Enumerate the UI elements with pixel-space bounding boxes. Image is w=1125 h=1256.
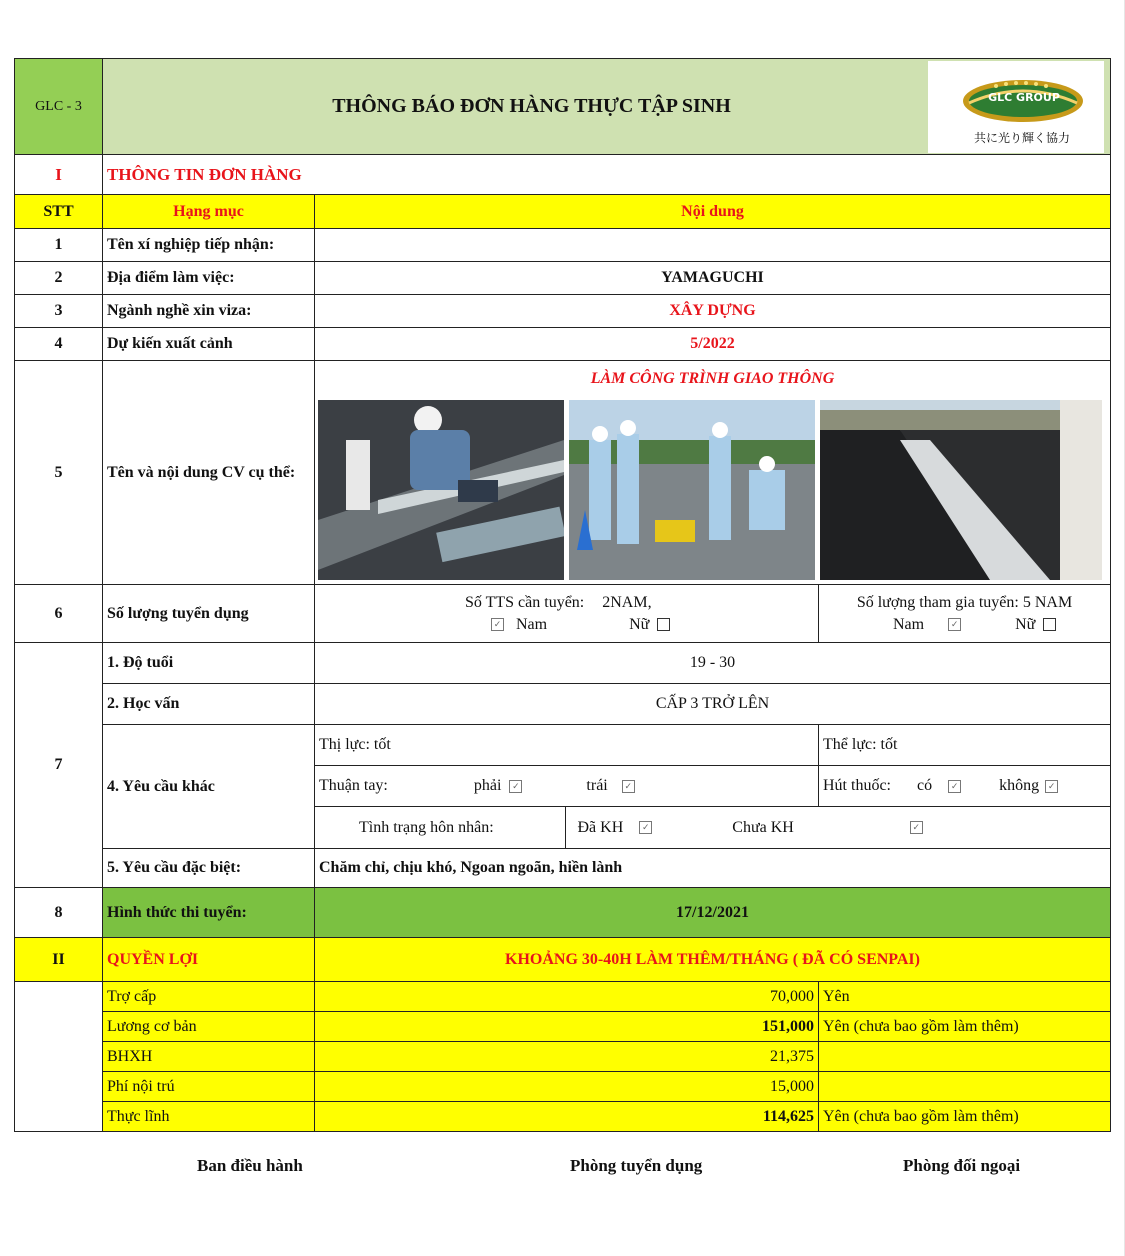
benefit-label: Thực lĩnh — [103, 1102, 315, 1132]
col-item: Hạng mục — [103, 195, 315, 229]
title-cell — [103, 59, 1111, 155]
age-label: 1. Độ tuổi — [103, 643, 315, 684]
edu-label: 2. Học vấn — [103, 684, 315, 725]
glc-logo — [928, 61, 1104, 153]
hand-right-checkbox[interactable]: ✓ — [509, 780, 522, 793]
need-label: Số TTS cần tuyển: — [465, 593, 585, 611]
single-label: Chưa KH — [732, 818, 794, 836]
row7-num: 7 — [15, 643, 103, 888]
single-checkbox[interactable]: ✓ — [910, 821, 923, 834]
smoke-yes-label: có — [917, 777, 933, 794]
benefit-label: Phí nội trú — [103, 1072, 315, 1102]
hand-label: Thuận tay: — [319, 777, 388, 794]
join-female-checkbox[interactable] — [1043, 618, 1056, 631]
section1-number: I — [15, 155, 103, 195]
row3-label: Ngành nghề xin viza: — [103, 295, 315, 328]
female-checkbox[interactable] — [657, 618, 670, 631]
hand-left-label: trái — [586, 777, 608, 794]
row6-label: Số lượng tuyển dụng — [103, 585, 315, 643]
job-title: LÀM CÔNG TRÌNH GIAO THÔNG — [590, 369, 835, 387]
row3-value: XÂY DỰNG — [315, 295, 1111, 328]
row4-num: 4 — [15, 328, 103, 361]
col-stt: STT — [15, 195, 103, 229]
smoke-no-checkbox[interactable]: ✓ — [1045, 780, 1058, 793]
row5-content — [315, 361, 1111, 585]
female-label: Nữ — [629, 615, 650, 633]
row6-num: 6 — [15, 585, 103, 643]
male-checkbox[interactable]: ✓ — [491, 618, 504, 631]
logo-tagline: 共に光り輝く協力 — [973, 131, 1070, 145]
benefits-blank — [15, 982, 103, 1132]
row2-num: 2 — [15, 262, 103, 295]
join-male-label: Nam — [893, 615, 925, 633]
benefit-label: Trợ cấp — [103, 982, 315, 1012]
finished-road-image — [820, 400, 1102, 580]
row6-need — [315, 585, 819, 643]
row1-num: 1 — [15, 229, 103, 262]
hand-left-checkbox[interactable]: ✓ — [622, 780, 635, 793]
benefit-amount: 15,000 — [315, 1072, 819, 1102]
edu-value: CẤP 3 TRỞ LÊN — [315, 684, 1111, 725]
smoke-yes-checkbox[interactable]: ✓ — [948, 780, 961, 793]
benefit-unit: Yên — [819, 982, 1111, 1012]
physique-value: Thể lực: tốt — [819, 725, 1111, 766]
order-table — [14, 58, 1111, 1132]
row6-join — [819, 585, 1111, 643]
age-value: 19 - 30 — [315, 643, 1111, 684]
order-sheet — [14, 58, 1110, 1132]
join-female-label: Nữ — [1015, 615, 1036, 633]
hand-right-label: phải — [473, 777, 502, 794]
section1-title: THÔNG TIN ĐƠN HÀNG — [103, 155, 1111, 195]
benefit-amount: 151,000 — [315, 1012, 819, 1042]
hand-cell — [315, 766, 819, 807]
row5-label: Tên và nội dung CV cụ thể: — [103, 361, 315, 585]
eyesight-value: Thị lực: tốt — [315, 725, 819, 766]
benefit-label: BHXH — [103, 1042, 315, 1072]
benefit-unit — [819, 1072, 1111, 1102]
road-marking-image — [318, 400, 564, 580]
photo-workers-inspection — [569, 400, 815, 580]
benefit-unit: Yên (chưa bao gồm làm thêm) — [819, 1012, 1111, 1042]
marital-cell — [315, 807, 1111, 849]
row1-value — [315, 229, 1111, 262]
page-title: THÔNG BÁO ĐƠN HÀNG THỰC TẬP SINH — [332, 95, 731, 117]
workers-inspection-image — [569, 400, 815, 580]
footer-foreign-affairs: Phòng đối ngoại — [903, 1156, 1021, 1175]
smoke-label: Hút thuốc: — [823, 777, 891, 794]
job-photos — [315, 396, 1110, 584]
marital-label: Tình trạng hôn nhân: — [315, 807, 565, 848]
row4-value: 5/2022 — [315, 328, 1111, 361]
footer-board: Ban điều hành — [197, 1156, 303, 1175]
special-label: 5. Yêu cầu đặc biệt: — [103, 849, 315, 888]
benefit-unit — [819, 1042, 1111, 1072]
row2-label: Địa điểm làm việc: — [103, 262, 315, 295]
benefit-amount: 21,375 — [315, 1042, 819, 1072]
other-label: 4. Yêu cầu khác — [103, 725, 315, 849]
photo-finished-road — [820, 400, 1102, 580]
logo-text: GLC GROUP — [988, 91, 1060, 104]
section2-number: II — [15, 938, 103, 982]
footer-recruitment: Phòng tuyển dụng — [570, 1156, 703, 1175]
married-checkbox[interactable]: ✓ — [639, 821, 652, 834]
smoke-no-label: không — [999, 777, 1040, 794]
row8-label: Hình thức thi tuyển: — [103, 888, 315, 938]
need-value: 2NAM, — [602, 593, 652, 611]
smoke-cell — [819, 766, 1111, 807]
row3-num: 3 — [15, 295, 103, 328]
form-code: GLC - 3 — [15, 59, 103, 155]
section2-title: QUYỀN LỢI — [103, 938, 315, 982]
benefit-amount: 114,625 — [315, 1102, 819, 1132]
photo-road-marking — [318, 400, 564, 580]
benefit-amount: 70,000 — [315, 982, 819, 1012]
col-content: Nội dung — [315, 195, 1111, 229]
benefit-unit: Yên (chưa bao gồm làm thêm) — [819, 1102, 1111, 1132]
special-value: Chăm chỉ, chịu khó, Ngoan ngoãn, hiền lành — [315, 849, 1111, 888]
marital-options — [565, 807, 1111, 848]
row1-label: Tên xí nghiệp tiếp nhận: — [103, 229, 315, 262]
row2-value: YAMAGUCHI — [315, 262, 1111, 295]
male-label: Nam — [516, 615, 548, 633]
row4-label: Dự kiến xuất cảnh — [103, 328, 315, 361]
marital-table — [315, 807, 1111, 848]
section2-note: KHOẢNG 30-40H LÀM THÊM/THÁNG ( ĐÃ CÓ SENPAI) — [315, 938, 1111, 982]
benefit-label: Lương cơ bản — [103, 1012, 315, 1042]
row5-num: 5 — [15, 361, 103, 585]
join-male-checkbox[interactable]: ✓ — [948, 618, 961, 631]
row8-value: 17/12/2021 — [315, 888, 1111, 938]
married-label: Đã KH — [577, 818, 624, 836]
row8-num: 8 — [15, 888, 103, 938]
join-label: Số lượng tham gia tuyển: 5 NAM — [856, 593, 1073, 611]
